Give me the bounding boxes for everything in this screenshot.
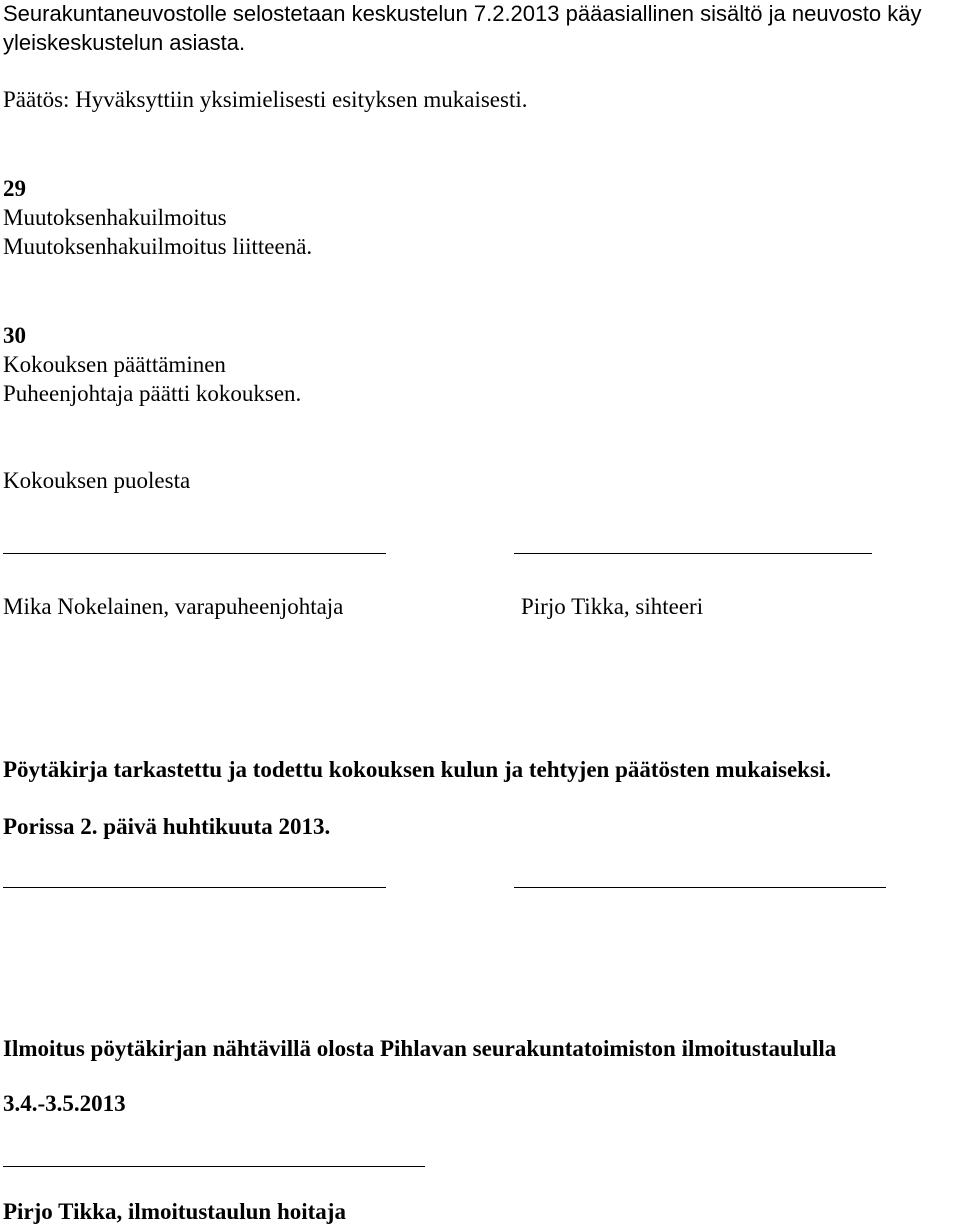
item-number: 30	[3, 323, 26, 348]
signature-line	[514, 553, 872, 554]
item-title: Kokouksen päättäminen	[3, 352, 226, 377]
notice-statement: Ilmoitus pöytäkirjan nähtävillä olosta Pihlavan seurakuntatoimiston ilmoitustaululla	[3, 1036, 837, 1061]
verification-place-date: Porissa 2. päivä huhtikuuta 2013.	[3, 814, 331, 839]
intro-line-1: Seurakuntaneuvostolle selostetaan keskustelun 7.2.2013 pääasiallinen sisältö ja neuvosto käy	[3, 1, 922, 26]
notice-caretaker: Pirjo Tikka, ilmoitustaulun hoitaja	[3, 1199, 346, 1224]
item-title: Muutoksenhakuilmoitus	[3, 205, 227, 230]
item-text: Muutoksenhakuilmoitus liitteenä.	[3, 234, 313, 259]
signature-line	[3, 887, 386, 888]
signature-line	[3, 553, 386, 554]
right-signer-name: Pirjo Tikka, sihteeri	[521, 594, 704, 619]
item-number: 29	[3, 176, 26, 201]
left-signer-name: Mika Nokelainen, varapuheenjohtaja	[3, 594, 344, 619]
verification-statement: Pöytäkirja tarkastettu ja todettu kokouksen kulun ja tehtyjen päätösten mukaiseksi.	[3, 757, 832, 782]
item-text: Puheenjohtaja päätti kokouksen.	[3, 381, 302, 406]
signature-line	[3, 1166, 425, 1167]
decision-text: Päätös: Hyväksyttiin yksimielisesti esityksen mukaisesti.	[3, 87, 528, 112]
intro-line-2: yleiskeskustelun asiasta.	[3, 30, 246, 55]
signature-line	[514, 887, 886, 888]
signatures-heading: Kokouksen puolesta	[3, 468, 191, 493]
notice-period: 3.4.-3.5.2013	[3, 1091, 126, 1116]
